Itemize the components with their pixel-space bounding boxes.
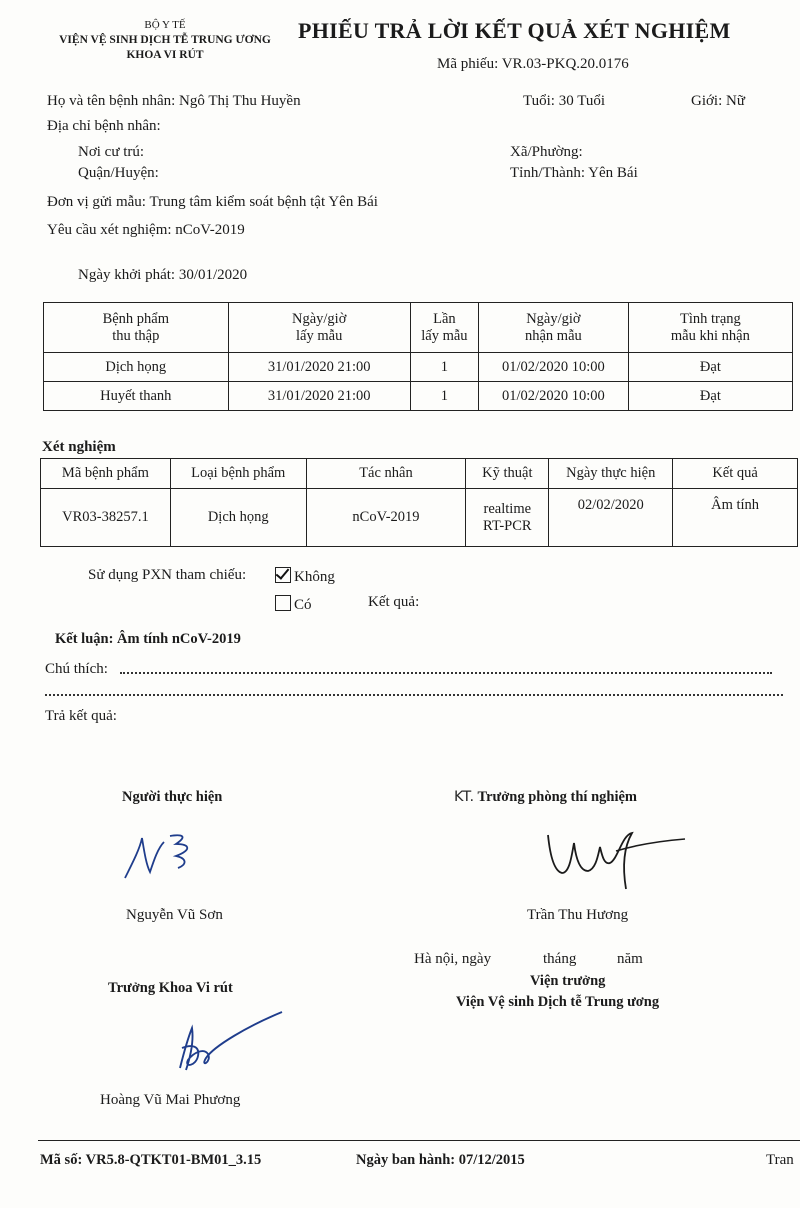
notes-line-2 [45,694,783,696]
option-no-label: Không [294,569,335,585]
director-org: Viện Vệ sinh Dịch tễ Trung ương [456,994,660,1010]
conclusion-value: Âm tính nCoV-2019 [117,631,241,647]
test-request: Yêu cầu xét nghiệm: nCoV-2019 [47,222,245,238]
col-result: Kết quả [673,459,798,489]
director-title: Viện trưởng [530,973,606,989]
notes-line-1 [120,672,772,674]
specimen-type: Dịch họng [170,489,306,547]
col-type: Loại bệnh phẩm [170,459,306,489]
technique: realtime RT-PCR [466,489,549,547]
cell: 1 [410,382,478,411]
col-technique: Kỹ thuật [466,459,549,489]
cell: 1 [410,353,478,382]
department-name: KHOA VI RÚT [126,49,204,61]
option-yes-label: Có [294,597,312,613]
cell: Huyết thanh [44,382,229,411]
patient-age: Tuổi: 30 Tuổi [523,93,606,109]
date-month: tháng [543,951,577,967]
footer-issue-date: Ngày ban hành: 07/12/2015 [356,1152,525,1168]
ministry-name: BỘ Y TẾ [144,19,186,31]
col-date: Ngày thực hiện [549,459,673,489]
col-agent: Tác nhân [306,459,466,489]
lab-head-name: Trần Thu Hương [527,907,629,923]
specimen-header-row [44,303,793,353]
test-section-label: Xét nghiệm [42,439,116,455]
test-date: 02/02/2020 [549,489,673,547]
patient-gender: Giới: Nữ [691,93,745,109]
checkbox-yes[interactable] [275,595,291,611]
notes-label: Chú thích: [45,661,108,677]
institute-name: VIỆN VỆ SINH DỊCH TỄ TRUNG ƯƠNG [59,34,271,46]
lab-head-title-block [454,789,637,806]
conclusion [55,631,241,648]
cell: 01/02/2020 10:00 [479,353,629,382]
cell: 31/01/2020 21:00 [228,382,410,411]
col-receive-time: Ngày/giờ nhận mẫu [479,303,629,353]
sender-unit: Đơn vị gửi mẫu: Trung tâm kiểm soát bệnh tật Yên Bái [47,194,378,210]
cell: 31/01/2020 21:00 [228,353,410,382]
district-label: Quận/Huyện: [78,165,159,181]
table-row [44,353,793,382]
province-label: Tỉnh/Thành: Yên Bái [510,165,638,181]
organization-block [40,18,290,63]
address-label: Địa chỉ bệnh nhân: [47,118,161,134]
col-specimen: Bệnh phẩm thu thập [44,303,229,353]
lab-head-title: Trưởng phòng thí nghiệm [477,789,638,805]
reference-lab-label: Sử dụng PXN tham chiếu: [88,567,247,583]
ward-label: Xã/Phường: [510,144,583,160]
performer-name: Nguyễn Vũ Sơn [126,907,223,923]
lab-head-signature [540,825,690,895]
col-collect-time: Ngày/giờ lấy mẫu [228,303,410,353]
footer-code: Mã số: VR5.8-QTKT01-BM01_3.15 [40,1152,262,1168]
test-result: Âm tính [673,489,798,547]
table-row [44,382,793,411]
dept-head-name: Hoàng Vũ Mai Phương [100,1092,241,1108]
col-code: Mã bệnh phẩm [41,459,171,489]
lab-head-prefix: KT. [454,789,475,805]
patient-name: Họ và tên bệnh nhân: Ngô Thị Thu Huyền [47,93,301,109]
col-collect-count: Lần lấy mẫu [410,303,478,353]
footer-rule [38,1140,800,1141]
option-yes[interactable] [275,595,312,614]
checkbox-no[interactable] [275,567,291,583]
conclusion-label: Kết luận: [55,631,114,647]
residence-label: Nơi cư trú: [78,144,145,160]
form-code: Mã phiếu: VR.03-PKQ.20.0176 [437,56,629,72]
footer-page: Tran [766,1152,794,1168]
date-place: Hà nội, ngày [414,951,492,967]
cell: 01/02/2020 10:00 [479,382,629,411]
cell: Đạt [628,353,792,382]
specimen-table [43,302,793,411]
cell: Dịch họng [44,353,229,382]
date-year: năm [617,951,643,967]
agent: nCoV-2019 [306,489,466,547]
table-row [41,489,798,547]
test-table [40,458,798,547]
onset-date: Ngày khởi phát: 30/01/2020 [78,267,248,283]
performer-signature [120,830,210,885]
cell: Đạt [628,382,792,411]
document-title: PHIẾU TRẢ LỜI KẾT QUẢ XÉT NGHIỆM [298,18,731,43]
col-condition: Tình trạng mẫu khi nhận [628,303,792,353]
return-result-label: Trả kết quả: [45,708,117,724]
reference-result-label: Kết quả: [368,594,420,610]
dept-head-title: Trưởng Khoa Vi rút [108,980,233,996]
option-no[interactable] [275,567,335,586]
specimen-code: VR03-38257.1 [41,489,171,547]
dept-head-signature [170,1008,290,1078]
performer-title: Người thực hiện [122,789,223,805]
test-header-row [41,459,798,489]
